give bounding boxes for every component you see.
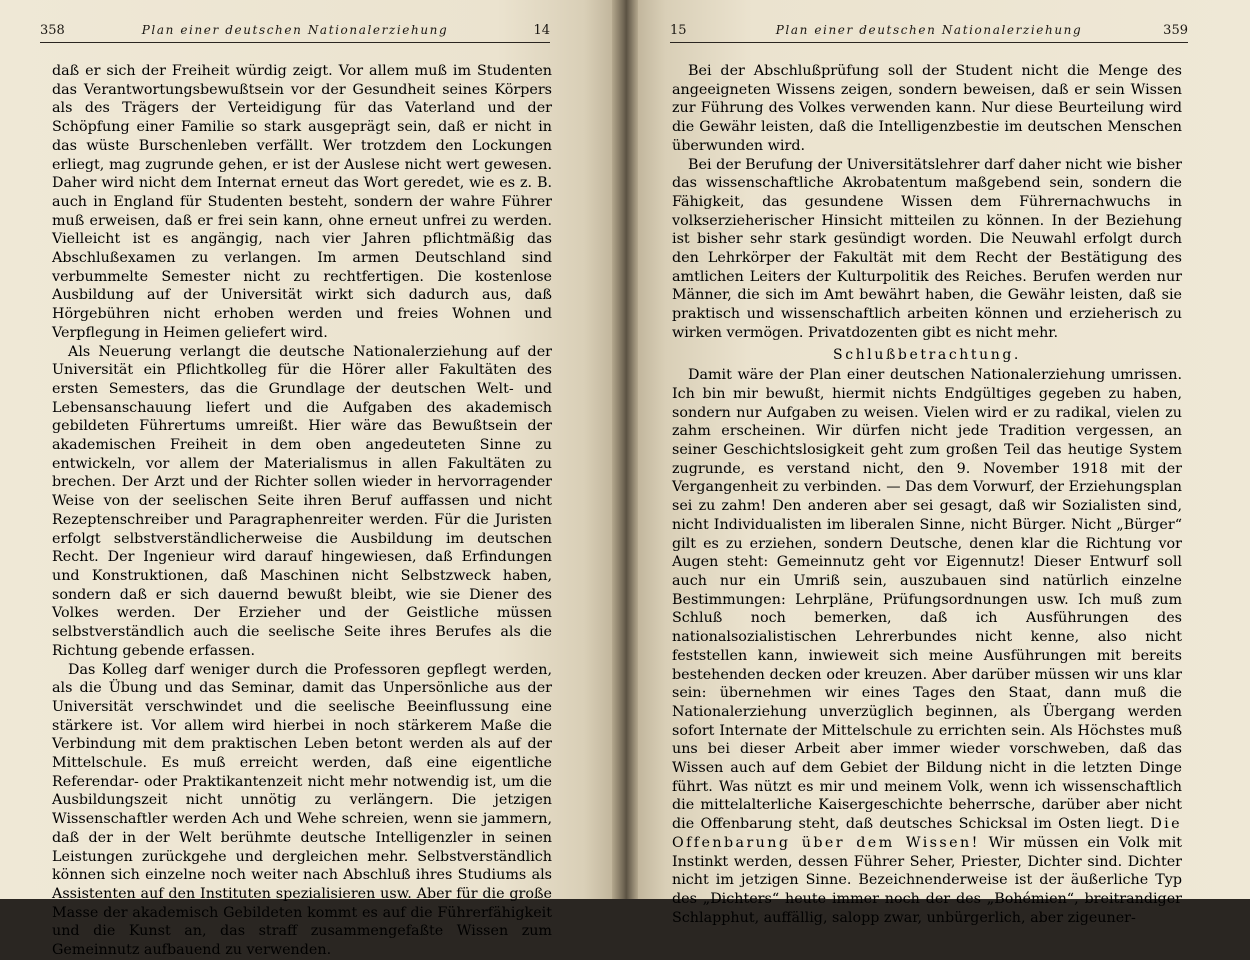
book-gutter	[612, 0, 638, 899]
left-page-body	[52, 62, 552, 960]
paragraph: Das Kolleg darf weniger durch die Professoren gepflegt werden, als die Übung und das Seminar, damit das Unpersönliche aus der Universität verschwindet und die seelische Beeinflussung eine stärkere ist. Vor allem wird hierbei in noch stärkerem Maße die Verbindung mit dem praktischen Leben betont werden als auf der Mittelschule. Es muß erreicht werden, daß eine eigentliche Referendar- oder Praktikantenzeit nicht mehr notwendig ist, um die Ausbildungszeit nicht unnötig zu verlängern. Die jetzigen Wissenschaftler werden Ach und Wehe schreien, wenn sie jammern, daß der in der Welt berühmte deutsche Intelligenzler in seinen Leistungen zurückgehe und dergleichen mehr. Selbstverständlich können sich einzelne noch weiter nach Abschluß ihres Studiums als Assistenten auf den Instituten spezialisieren usw. Aber für die große Masse der akademisch Gebildeten kommt es auf die Führerfähigkeit und die Kunst an, das straff zusammengefaßte Wissen zum Gemeinnutz aufbauend zu verwenden.	[52, 661, 552, 959]
left-running-title: Plan einer deutschen Nationalerziehung	[141, 23, 449, 37]
right-running-head	[670, 20, 1188, 43]
left-page-number: 358	[40, 23, 65, 38]
paragraph: Als Neuerung verlangt die deutsche Nationalerziehung auf der Universität ein Pflichtkolleg für die Hörer aller Fakultäten des ersten Semesters, das die Grundlage der deutschen Welt- und Lebensanschauung liefert und die Aufgaben des akademisch gebildeten Führertums umreißt. Hier wäre das Bewußtsein der akademischen Freiheit in dem oben angedeuteten Sinne zu entwickeln, vor allem der Materialismus in allen Fakultäten zu brechen. Der Arzt und der Richter sollen wieder in hervorragender Weise von der seelischen Seite ihren Beruf auffassen und nicht Rezeptenschreiber und Paragraphenreiter werden. Für die Juristen erfolgt selbstverständlicherweise die Ausbildung im deutschen Recht. Der Ingenieur wird darauf hingewiesen, daß Erfindungen und Konstruktionen, daß Maschinen nicht Selbstzweck haben, sondern daß er sich dauernd bewußt bleibt, wie sie Diener des Volkes werden. Der Erzieher und der Geistliche müssen selbstverständlich auch die seelische Seite ihres Berufes als die Richtung gebende erfassen.	[52, 343, 552, 659]
paragraph: daß er sich der Freiheit würdig zeigt. Vor allem muß im Studenten das Verantwortungsbewußtsein vor der Gesundheit seines Körpers als des Trägers der Verteidigung für das Vaterland und der Schöpfung einer Familie so stark ausgeprägt sein, daß er nicht in das wüste Burschenleben verfällt. Wer trotzdem den Lockungen erliegt, mag zugrunde gehen, er ist der Auslese nicht wert gewesen. Daher wird nicht dem Internat erneut das Wort geredet, wie es z. B. auch in England für Studenten besteht, sondern der wahre Führer muß erweisen, daß er frei sein kann, ohne erneut unfrei zu werden. Vielleicht ist es angängig, nach vier Jahren pflichtmäßig das Abschlußexamen zu verlangen. Im armen Deutschland sind verbummelte Semester nicht zu rechtfertigen. Die kostenlose Ausbildung auf der Universität wirkt sich dadurch aus, daß Hörgebühren nicht erhoben werden und freies Wohnen und Verpflegung in Heimen geliefert wird.	[52, 63, 552, 341]
paragraph-text: Wir müssen ein Volk mit Instinkt werden, dessen Führer Seher, Priester, Dichter sind. Dichter nicht im jetzigen Sinne. Bezeichnenderweise ist der äußerliche Typ des „Dichters“ heute immer noch der des „Bohémien“, breitrandiger Schlapphut, auffällig, salopp zwar, unbürgerlich, aber zigeuner-	[672, 834, 1183, 926]
paragraph: Bei der Berufung der Universitätslehrer darf daher nicht wie bisher das wissenschaftliche Akrobatentum maßgebend sein, sondern die Fähigkeit, das gesundene Wissen dem Führernachwuchs in volkserzieherischer Hinsicht mitteilen zu können. In der Beziehung ist bisher sehr stark gesündigt worden. Die Neuwahl erfolgt durch den Lehrkörper der Fakultät mit dem Recht der Bestätigung des amtlichen Leiters der Kulturpolitik des Reiches. Berufen werden nur Männer, die sich im Amt bewährt haben, die Gewähr leisten, daß sie praktisch und wissenschaftlich arbeiten können und erzieherisch zu wirken vermögen. Privatdozenten gibt es nicht mehr.	[672, 156, 1182, 341]
right-section-number: 15	[670, 23, 687, 38]
paragraph	[672, 366, 1182, 927]
emphasis-text: Die Offenbarung über dem Wissen!	[672, 816, 1183, 851]
right-running-title: Plan einer deutschen Nationalerziehung	[775, 23, 1083, 37]
paragraph: Bei der Abschlußprüfung soll der Student nicht die Menge des angeeigneten Wissens zeigen, sondern beweisen, daß er sein Wissen zur Führung des Volkes verwenden kann. Nur diese Beurteilung wird die Gewähr leisten, daß die Intelligenzbestie im deutschen Menschen überwunden wird.	[672, 63, 1182, 154]
right-page-body	[672, 62, 1182, 927]
left-running-head	[40, 20, 550, 43]
paragraph-text: Damit wäre der Plan einer deutschen Nationalerziehung umrissen. Ich bin mir bewußt, hiermit nichts Endgültiges gegeben zu haben, sondern nur Aufgaben zu weisen. Vielen wird er zu radikal, vielen zu zahm erscheinen. Wir dürfen nicht jede Tradition vergessen, an seiner Geschichtslosigkeit geht zum großen Teil das heutige System zugrunde, es verstand nicht, den 9. November 1918 mit der Vergangenheit zu verbinden. — Das dem Vorwurf, der Erziehungsplan sei zu zahm! Den anderen aber sei gesagt, daß wir Sozialisten sind, nicht Individualisten im liberalen Sinne, nicht Bürger. Nicht „Bürger“ gilt es zu erziehen, sondern Deutsche, denen klar die Richtung vor Augen steht: Gemeinnutz geht vor Eigennutz! Dieser Entwurf soll auch nur ein Umriß sein, auszubauen sind natürlich einzelne Bestimmungen: Lehrpläne, Prüfungsordnungen usw. Ich muß zum Schluß noch bemerken, daß ich Ausführungen des nationalsozialistischen Lehrerbundes nicht kenne, also nicht feststellen kann, inwieweit sich meine Ausführungen mit bereits bestehenden decken oder kreuzen. Aber darüber müssen wir uns klar sein: übernehmen wir eines Tages den Staat, dann muß die Nationalerziehung unverzüglich beginnen, als Übergang werden sofort Internate der Mittelschule zu errichten sein. Als Höchstes muß uns bei dieser Arbeit aber immer wieder vorschweben, daß das Wissen auch auf dem Gebiet der Bildung nicht in die letzten Dinge führt. Was nützt es mir und meinem Volk, wenn ich wissenschaftlich die mittelalterliche Kaisergeschichte beherrsche, darüber aber nicht die Offenbarung steht, daß deutsches Schicksal im Osten liegt.	[672, 367, 1182, 833]
section-heading: Schlußbetrachtung.	[833, 346, 1021, 363]
left-section-number: 14	[533, 23, 550, 38]
right-page-number: 359	[1163, 23, 1188, 38]
